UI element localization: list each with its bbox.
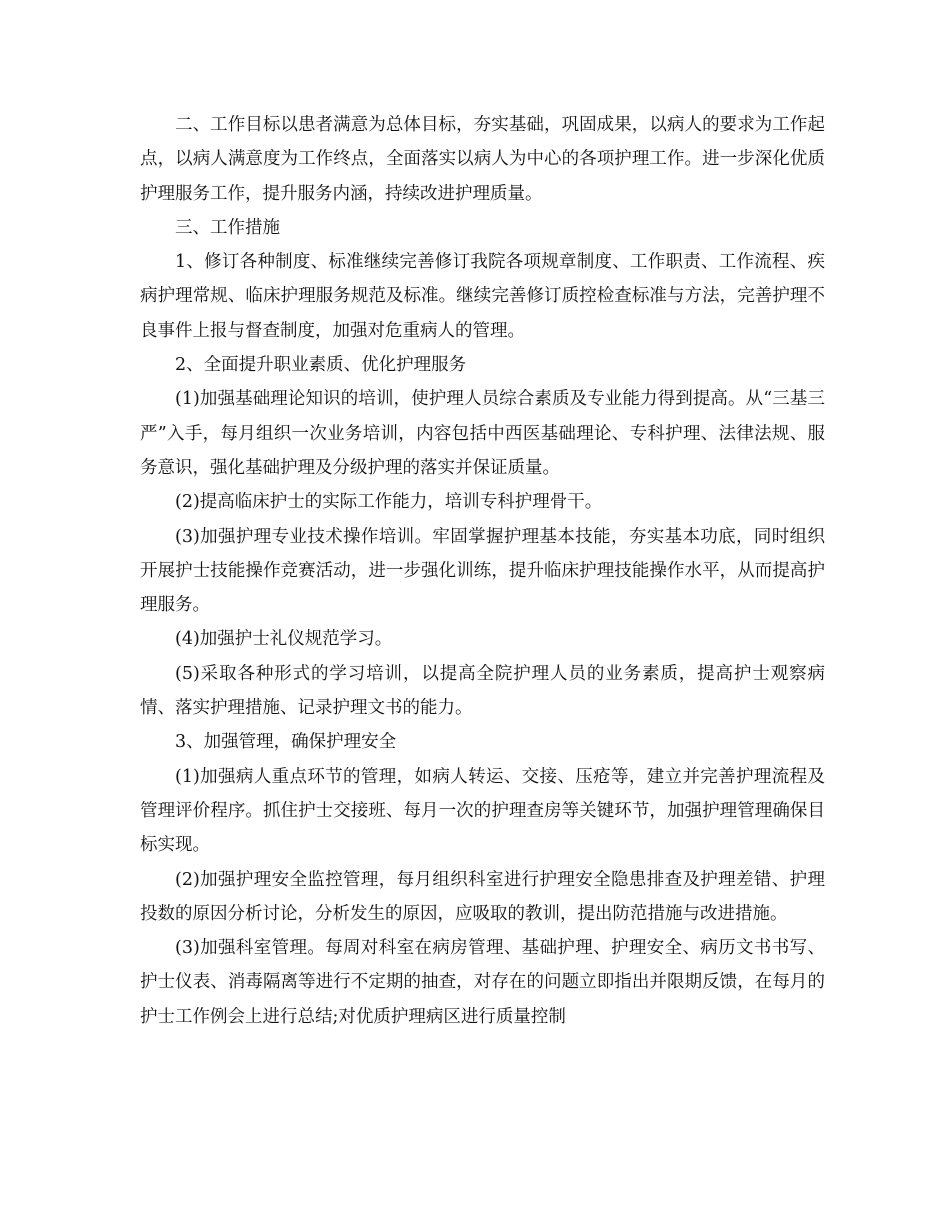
heading-measures: 三、工作措施 — [175, 217, 280, 238]
paragraph-safety-monitoring: (2)加强护理安全监控管理，每月组织科室进行护理安全隐患排查及护理差错、护理投数的原因分析讨论，分析发生的原因，应吸取的教训，提出防范措施与改进措施。 — [140, 869, 825, 924]
paragraph-skill-training: (3)加强护理专业技术操作培训。牢固掌握护理基本技能，夯实基本功底，同时组织开展护士技能操作竞赛活动，进一步强化训练，提升临床护理技能操作水平，从而提高护理服务。 — [140, 526, 825, 616]
paragraph-revise-systems: 1、修订各种制度、标准继续完善修订我院各项规章制度、工作职责、工作流程、疾病护理常规、临床护理服务规范及标准。继续完善修订质控检查标准与方法，完善护理不良事件上报与督查制度，加强对危重病人的管理。 — [140, 252, 825, 341]
paragraph-learning-forms: (5)采取各种形式的学习培训，以提高全院护理人员的业务素质，提高护士观察病情、落实护理措施、记录护理文书的能力。 — [140, 663, 825, 719]
paragraph-basic-training: (1)加强基础理论知识的培训，使护理人员综合素质及专业能力得到提高。从“三基三严”入手，每月组织一次业务培训，内容包括中西医基础理论、专科护理、法律法规、服务意识，强化基础护理及分级护理的落实并保证质量。 — [140, 389, 825, 478]
paragraph-goal: 二、工作目标以患者满意为总体目标，夯实基础，巩固成果，以病人的要求为工作起点，以病人满意度为工作终点，全面落实以病人为中心的各项护理工作。进一步深化优质护理服务工作，提升服务内涵，持续改进护理质量。 — [140, 115, 825, 204]
paragraph-clinical-ability: (2)提高临床护士的实际工作能力，培训专科护理骨干。 — [175, 492, 603, 513]
paragraph-etiquette: (4)加强护士礼仪规范学习。 — [175, 629, 393, 650]
paragraph-department-management: (3)加强科室管理。每周对科室在病房管理、基础护理、护理安全、病历文书书写、护士仪表、消毒隔离等进行不定期的抽查，对存在的问题立即指出并限期反馈，在每月的护士工作例会上进行总结;对优质护理病区进行质量控制 — [140, 938, 825, 1027]
paragraph-key-links: (1)加强病人重点环节的管理，如病人转运、交接、压疮等，建立并完善护理流程及管理评价程序。抓住护士交接班、每月一次的护理查房等关键环节，加强护理管理确保目标实现。 — [140, 766, 825, 856]
document-body — [140, 108, 825, 1034]
heading-safety: 3、加强管理，确保护理安全 — [175, 732, 397, 753]
heading-improve-quality: 2、全面提升职业素质、优化护理服务 — [175, 355, 467, 376]
